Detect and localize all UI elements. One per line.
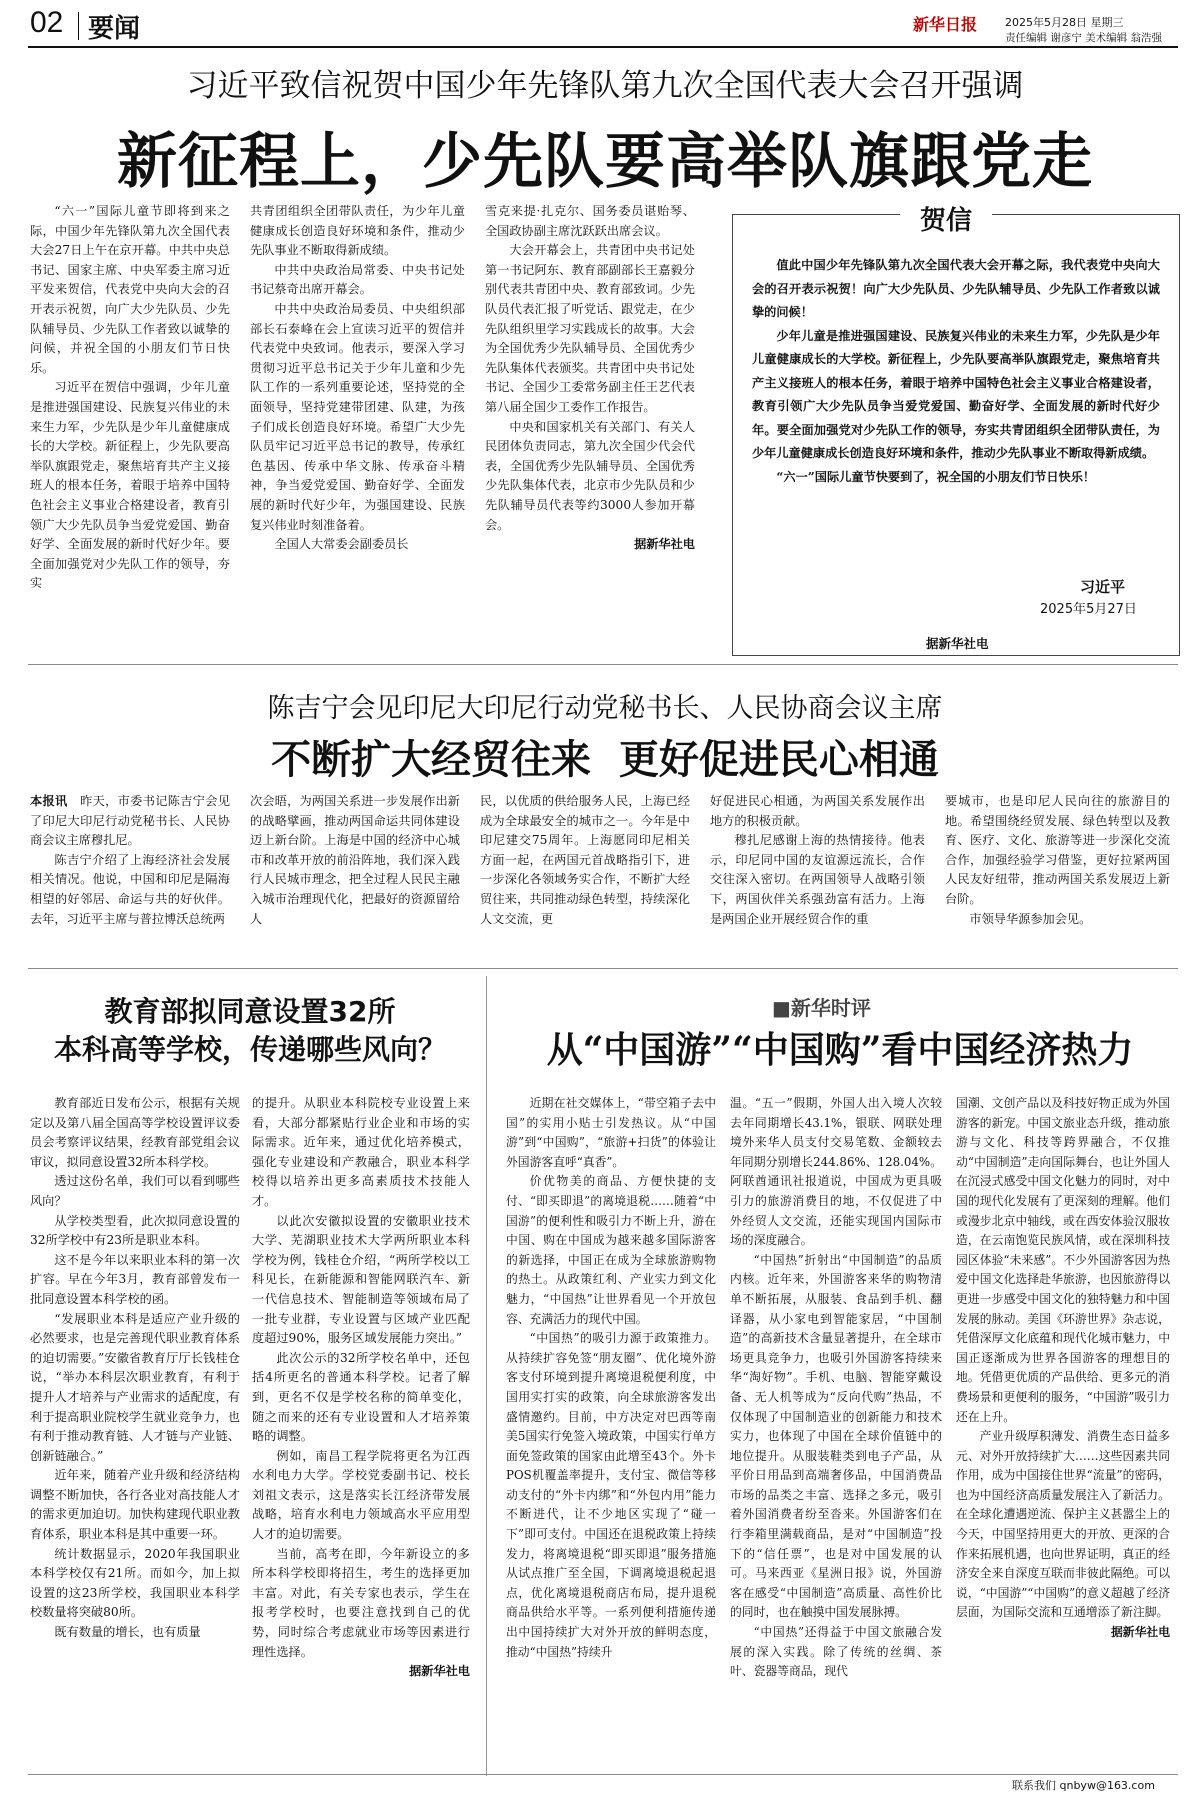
story3-col1 — [30, 1094, 240, 1768]
story2-col5-p2: 市领导华源参加会见。 — [969, 911, 1092, 926]
story3-col1-p2: 透过这份名单，我们可以看到哪些风向？ — [30, 1174, 240, 1208]
story1-kicker: 习近平致信祝贺中国少年先锋队第九次全国代表大会召开强调 — [186, 68, 1024, 104]
footer-contact: 联系我们 qnbyw@163.com — [1012, 1779, 1155, 1792]
story2-col5-p1: 要城市，也是印尼人民向往的旅游目的地。希望围绕经贸发展、绿色转型以及教育、医疗、文化、旅游等进一步深化交流合作，加强经验学习借鉴，更好拉紧两国人民友好纽带，推动两国关系发展迈上新台阶。 — [945, 794, 1170, 906]
story3-col2-p4: 例如，南昌工程学院将更名为江西水利电力大学。学校党委副书记、校长刘祖文表示，这是落实长江经济带发展战略，培育水利电力领域高水平应用型人才的迫切需要。 — [252, 1448, 470, 1542]
story3-col2-p2: 以此次安徽拟设置的安徽职业技术大学、芜湖职业技术大学两所职业本科学校为例，钱桂仓介绍，“两所学校以工科见长，在新能源和智能网联汽车、新一代信息技术、智能制造等领域布局了一批专业群，专业设置与区域产业匹配度超过90%，服务区域发展能力突出。” — [252, 1213, 470, 1346]
story1-col2-p1: 共青团组织全团带队责任，为少年儿童健康成长创造良好环境和条件，推动少先队事业不断取得新成绩。 — [250, 204, 465, 258]
editors-line: 责任编辑 谢彦宁 美术编辑 翁浩强 — [1005, 32, 1163, 44]
story3-col2-p3: 此次公示的32所学校名单中，还包括4所更名的普通本科学校。记者了解到，更名不仅是学校名称的简单变化，随之而来的还有专业设置和人才培养策略的调整。 — [252, 1350, 470, 1444]
story4-source: 据新华社电 — [1111, 1625, 1170, 1640]
letter-date: 2025年5月27日 — [1040, 602, 1137, 617]
story4-headline: 从“中国游”“中国购”看中国经济热力 — [546, 1029, 1134, 1071]
story3-col2 — [252, 1094, 470, 1768]
story2-col5 — [945, 792, 1170, 960]
story1-col3-p2: 大会开幕会上，共青团中央书记处第一书记阿东、教育部副部长王嘉毅分别代表共青团中央、教育部致词。少先队员代表汇报了听党话、跟党走，在少先队组织里学习实践成长的故事。大会为全国优秀少先队辅导员、全国优秀少先队集体代表颁奖。共青团中央书记处书记、全国少工委常务副主任王艺代表第八届全国少工委作工作报告。 — [485, 243, 695, 414]
story4-col3-p2: 产业升级厚积薄发、消费生态日益多元、对外开放持续扩大……这些因素共同作用，成为中国接住世界“流量”的密码，也为中国经济高质量发展注入了新活力。在全球化遭遇逆流、保护主义甚嚣尘上的今天，中国坚持用更大的开放、更深的合作来拓展机遇，也向世界证明，真正的经济安全来自深度互联而非彼此隔绝。可以说，“中国游”“中国购”的意义超越了经济层面，为国际交流和互通增添了新注脚。 — [956, 1429, 1170, 1620]
story2-byline: 本报讯 — [30, 794, 68, 808]
story3-col1-p1: 教育部近日发布公示，根据有关规定以及第八届全国高等学校设置评议委员会考察评议结果，经教育部党组会议审议，拟同意设置32所本科学校。 — [30, 1096, 240, 1169]
story-divider-vertical — [486, 976, 487, 1776]
story2-col4-p1: 好促进民心相通，为两国关系发展作出地方的积极贡献。 — [710, 794, 925, 828]
story2-col3 — [480, 792, 690, 960]
newspaper-logo: 新华日报 — [913, 15, 978, 34]
story4-col1-p1: 近期在社交媒体上，“带空箱子去中国”的实用小贴士引发热议。从“中国游”到“中国购”，“旅游+扫货”的体验让外国游客直呼“真香”。 — [506, 1096, 716, 1169]
story2-col2 — [250, 792, 460, 960]
section-divider — [78, 12, 79, 40]
story4-col2 — [730, 1094, 942, 1768]
story1-col2-p4: 全国人大常委会副委员长 — [274, 537, 409, 552]
story2-col1-text: 昨天，市委书记陈吉宁会见了印尼大印尼行动党秘书长、人民协商会议主席穆扎尼。 — [30, 794, 230, 848]
story4-col2-p3: “中国热”还得益于中国文旅融合发展的深入实践。除了传统的丝绸、茶叶、瓷器等商品，现代 — [730, 1625, 942, 1679]
story2-col2-p1: 次会晤，为两国关系进一步发展作出新的战略擘画，推动两国命运共同体建设迈上新台阶。上海是中国的经济中心城市和改革开放的前沿阵地，我们深入践行人民城市理念，把全过程人民民主融入城市治理现代化，把最好的资源留给人 — [250, 794, 460, 926]
story3-source: 据新华社电 — [409, 1664, 470, 1679]
story1-col2-p2: 中共中央政治局常委、中央书记处书记蔡奇出席开幕会。 — [250, 262, 465, 297]
story4-col2-p2: “中国热”折射出“中国制造”的品质内核。近年来，外国游客来华的购物清单不断拓展，从服装、食品到手机、翻译器，从小家电到智能家居，“中国制造”的高新技术含量显著提升，在全球市场更具竞争力，也吸引外国游客持续来华“淘好物”。手机、电脑、智能穿戴设备、无人机等成为“反向代购”热品，不仅体现了中国制造业的创新能力和技术实力，也体现了中国在全球价值链中的地位提升。从服装鞋类到电子产品，从平价日用品到高端奢侈品，中国消费品市场的品类之丰富、选择之多元，吸引着外国消费者纷至沓来。外国游客们在行李箱里满载商品，是对“中国制造”投下的“信任票”，也是对中国发展的认可。马来西亚《星洲日报》说，外国游客在感受“中国制造”高质量、高性价比的同时，也在触摸中国发展脉搏。 — [730, 1252, 942, 1620]
story4-col3 — [956, 1094, 1170, 1768]
story3-col1-p3: 从学校类型看，此次拟同意设置的32所学校中有23所是职业本科。 — [30, 1213, 240, 1248]
issue-date: 2025年5月28日 星期三 — [1005, 16, 1124, 29]
page-number: 02 — [30, 6, 64, 39]
story2-col3-p1: 民，以优质的供给服务人民，上海已经成为全球最安全的城市之一。今年是中印尼建交75周年。上海愿同印尼相关方面一起，在两国元首战略指引下，进一步深化各领域务实合作，不断扩大经贸往来，共同推动绿色转型，持续深化人文交流，更 — [480, 794, 690, 926]
story1-col3 — [485, 202, 695, 654]
footer-rule — [28, 1774, 1178, 1775]
story3-col2-p5: 当前，高考在即，今年新设立的多所本科学校即将招生，考生的选择更加丰富。对此，有关专家也表示，学生在报考学校时，也要注意找到自己的优势，同时综合考虑就业市场等因素进行理性选择。 — [252, 1546, 470, 1659]
story4-col1 — [506, 1094, 716, 1768]
story3-col1-p4: 这不是今年以来职业本科的第一次扩容。早在今年3月，教育部曾发布一批同意设置本科学校的函。 — [30, 1252, 240, 1306]
story2-col1-p1 — [30, 792, 230, 851]
letter-body — [752, 254, 1160, 554]
masthead-rule — [28, 46, 1178, 48]
letter-para-1: 值此中国少年先锋队第九次全国代表大会开幕之际，我代表党中央向大会的召开表示祝贺！向广大少先队员、少先队辅导员、少先队工作者致以诚挚的问候！ — [752, 258, 1160, 319]
story1-col2 — [250, 202, 465, 654]
story1-col3-p1: 雪克来提·扎克尔、国务委员谌贻琴、全国政协副主席沈跃跃出席会议。 — [485, 204, 695, 238]
story2-bottom-rule — [28, 968, 1178, 969]
letter-signer: 习近平 — [1080, 578, 1126, 596]
story2-kicker: 陈吉宁会见印尼大印尼行动党秘书长、人民协商会议主席 — [267, 693, 943, 724]
story2-col4 — [710, 792, 925, 960]
story1-source: 据新华社电 — [634, 537, 695, 552]
story4-col2-p1: 温。“五一”假期，外国人出入境人次较去年同期增长43.1%，银联、网联处理境外来华人员支付交易笔数、金额较去年同期分别增长244.86%、128.04%。阿联酋通讯社报道说，中国成为更具吸引力的旅游消费目的地，不仅促进了中外经贸人文交流，还能实现国内国际市场的深度融合。 — [730, 1096, 942, 1248]
story2-headline: 不断扩大经贸往来 更好促进民心相通 — [271, 737, 939, 783]
letter-para-2: 少年儿童是推进强国建设、民族复兴伟业的未来生力军，少先队是少年儿童健康成长的大学校。新征程上，少先队要高举队旗跟党走，聚焦培育共产主义接班人的根本任务，着眼于培养中国特色社会主义事业合格建设者，教育引领广大少先队员争当爱党爱国、勤奋好学、全面发展的新时代好少年。要全面加强党对少先队工作的领导，夯实共青团组织全团带队责任，为少年儿童健康成长创造良好环境和条件，推动少先队事业不断取得新成绩。 — [752, 328, 1160, 460]
story1-col3-p3: 中央和国家机关有关部门、有关人民团体负责同志，第九次全国少代会代表，全国优秀少先队辅导员、全国优秀少先队集体代表，北京市少先队员和少先队辅导员代表等约3000人参加开幕会。 — [485, 419, 695, 532]
story1-col1-p1: “六一”国际儿童节即将到来之际，中国少年先锋队第九次全国代表大会27日上午在京开幕。中共中央总书记、国家主席、中央军委主席习近平发来贺信，代表党中央向大会的召开表示祝贺，向广大少先队员、少先队辅导员、少先队工作者致以诚挚的问候，并祝全国的小朋友们节日快乐。 — [30, 204, 230, 375]
story3-col2-p1: 的提升。从职业本科院校专业设置上来看，大部分都紧贴行业企业和市场的实际需求。近年来，通过优化培养模式，强化专业建设和产教融合，职业本科学校得以培养出更多高素质技术技能人才。 — [252, 1096, 470, 1208]
story1-col2-p3: 中共中央政治局委员、中央组织部部长石泰峰在会上宣读习近平的贺信并代表党中央致词。他表示，要深入学习贯彻习近平总书记关于少年儿童和少先队工作的一系列重要论述，坚持党的全面领导，坚持党建带团建、队建，为孩子们成长创造良好环境。希望广大少先队员牢记习近平总书记的教导，传承红色基因、传承中华文脉、传承奋斗精神，争当爱党爱国、勤奋好学、全面发展的新时代好少年，为强国建设、民族复兴伟业时刻准备着。 — [250, 301, 465, 532]
story3-col1-p8: 既有数量的增长，也有质量 — [54, 1625, 201, 1640]
story2-col1-p2: 陈吉宁介绍了上海经济社会发展相关情况。他说，中国和印尼是隔海相望的好邻居、命运与共的好伙伴。去年，习近平主席与普拉博沃总统两 — [30, 852, 230, 926]
story4-column-tag: ■新华时评 — [772, 996, 871, 1020]
story4-col1-p2: 价优物美的商品、方便快捷的支付、“即买即退”的离境退税……随着“中国游”的便利性和吸引力不断上升，游在中国、购在中国成为越来越多国际游客的新选择，中国正在成为全球旅游购物的热土。从政策红利、产业实力到文化魅力，“中国热”让世界看见一个开放包容、充满活力的现代中国。 — [506, 1174, 716, 1326]
letter-source: 据新华社电 — [926, 636, 989, 651]
story1-bottom-rule — [28, 664, 1178, 665]
story2-col1 — [30, 792, 230, 960]
story1-col1 — [30, 202, 230, 654]
story3-col1-p6: 近年来，随着产业升级和经济结构调整不断加快，各行各业对高技能人才的需求更加迫切。加快构建现代职业教育体系，职业本科是其中重要一环。 — [30, 1468, 240, 1542]
story3-col1-p7: 统计数据显示，2020年我国职业本科学校仅有21所。而如今，加上拟设置的这23所学校，我国职业本科学校数量将突破80所。 — [30, 1546, 240, 1620]
section-name: 要闻 — [88, 14, 141, 44]
letter-para-3: “六一”国际儿童节快要到了，祝全国的小朋友们节日快乐！ — [776, 469, 1096, 484]
story1-col1-p2: 习近平在贺信中强调，少年儿童是推进强国建设、民族复兴伟业的未来生力军，少先队是少年儿童健康成长的大学校。新征程上，少先队要高举队旗跟党走，聚焦培育共产主义接班人的根本任务，着眼于培养中国特色社会主义事业合格建设者，教育引领广大少先队员争当爱党爱国、勤奋好学、全面发展的新时代好少年。要全面加强党对少先队工作的领导，夯实 — [30, 380, 230, 591]
story2-col4-p2: 穆扎尼感谢上海的热情接待。他表示，印尼同中国的友谊源远流长，合作交往深入密切。在两国领导人战略引领下，两国伙伴关系强劲富有活力。上海是两国企业开展经贸合作的重 — [710, 833, 925, 926]
letter-title: 贺信 — [900, 200, 992, 237]
story3-headline-1: 教育部拟同意设置32所 — [104, 995, 396, 1028]
story4-col1-p3: “中国热”的吸引力源于政策推力。从持续扩容免签“朋友圈”、优化境外游客支付环境到提升离境退税便利度，中国用实打实的政策，向全球旅游客发出盛情邀约。目前，中方决定对巴西等南美5国实行免签入境政策，中国实行单方面免签政策的国家由此增至43个。外卡POS机覆盖率提升，支付宝、微信等移动支付的“外卡内绑”和“外包内用”能力不断进代，让不少地区实现了“碰一下”即可支付。中国还在退税政策上持续发力，将离境退税“即买即退”服务措施从试点推广至全国，下调离境退税起退点，优化离境退税商店布局，提升退税商品供给水平等。一系列便利措施传递出中国持续扩大对外开放的鲜明态度，推动“中国热”持续升 — [506, 1331, 716, 1659]
story4-col3-p1: 国潮、文创产品以及科技好物正成为外国游客的新宠。中国文旅业态升级，推动旅游与文化、科技等跨界融合，不仅推动“中国制造”走向国际舞台，也让外国人在沉浸式感受中国文化魅力的同时，对中国的现代化发展有了更深刻的理解。他们或漫步北京中轴线，或在西安体验汉服妆造，在云南饱览民族风情，或在深圳科技园区体验“未来感”。不少外国游客因为热爱中国文化选择赴华旅游，也因旅游得以更进一步感受中国文化的独特魅力和中国发展的脉动。美国《环游世界》杂志说，凭借深厚文化底蕴和现代化城市魅力，中国正逐渐成为世界各国游客的理想目的地。凭借更优质的产品供给、更多元的消费场景和更便利的服务，“中国游”吸引力还在上升。 — [956, 1096, 1170, 1424]
story1-headline: 新征程上，少先队要高举队旗跟党走 — [117, 127, 1093, 197]
story3-col1-p5: “发展职业本科是适应产业升级的必然要求，也是完善现代职业教育体系的迫切需要。”安徽省教育厅厅长钱桂仓说，“举办本科层次职业教育，有利于提升人才培养与产业需求的适配度，有利于提高职业院校学生就业竞争力，也有利于推动教育链、人才链与产业链、创新链融合。” — [30, 1311, 240, 1463]
story3-headline-2: 本科高等学校，传递哪些风向？ — [53, 1033, 446, 1066]
